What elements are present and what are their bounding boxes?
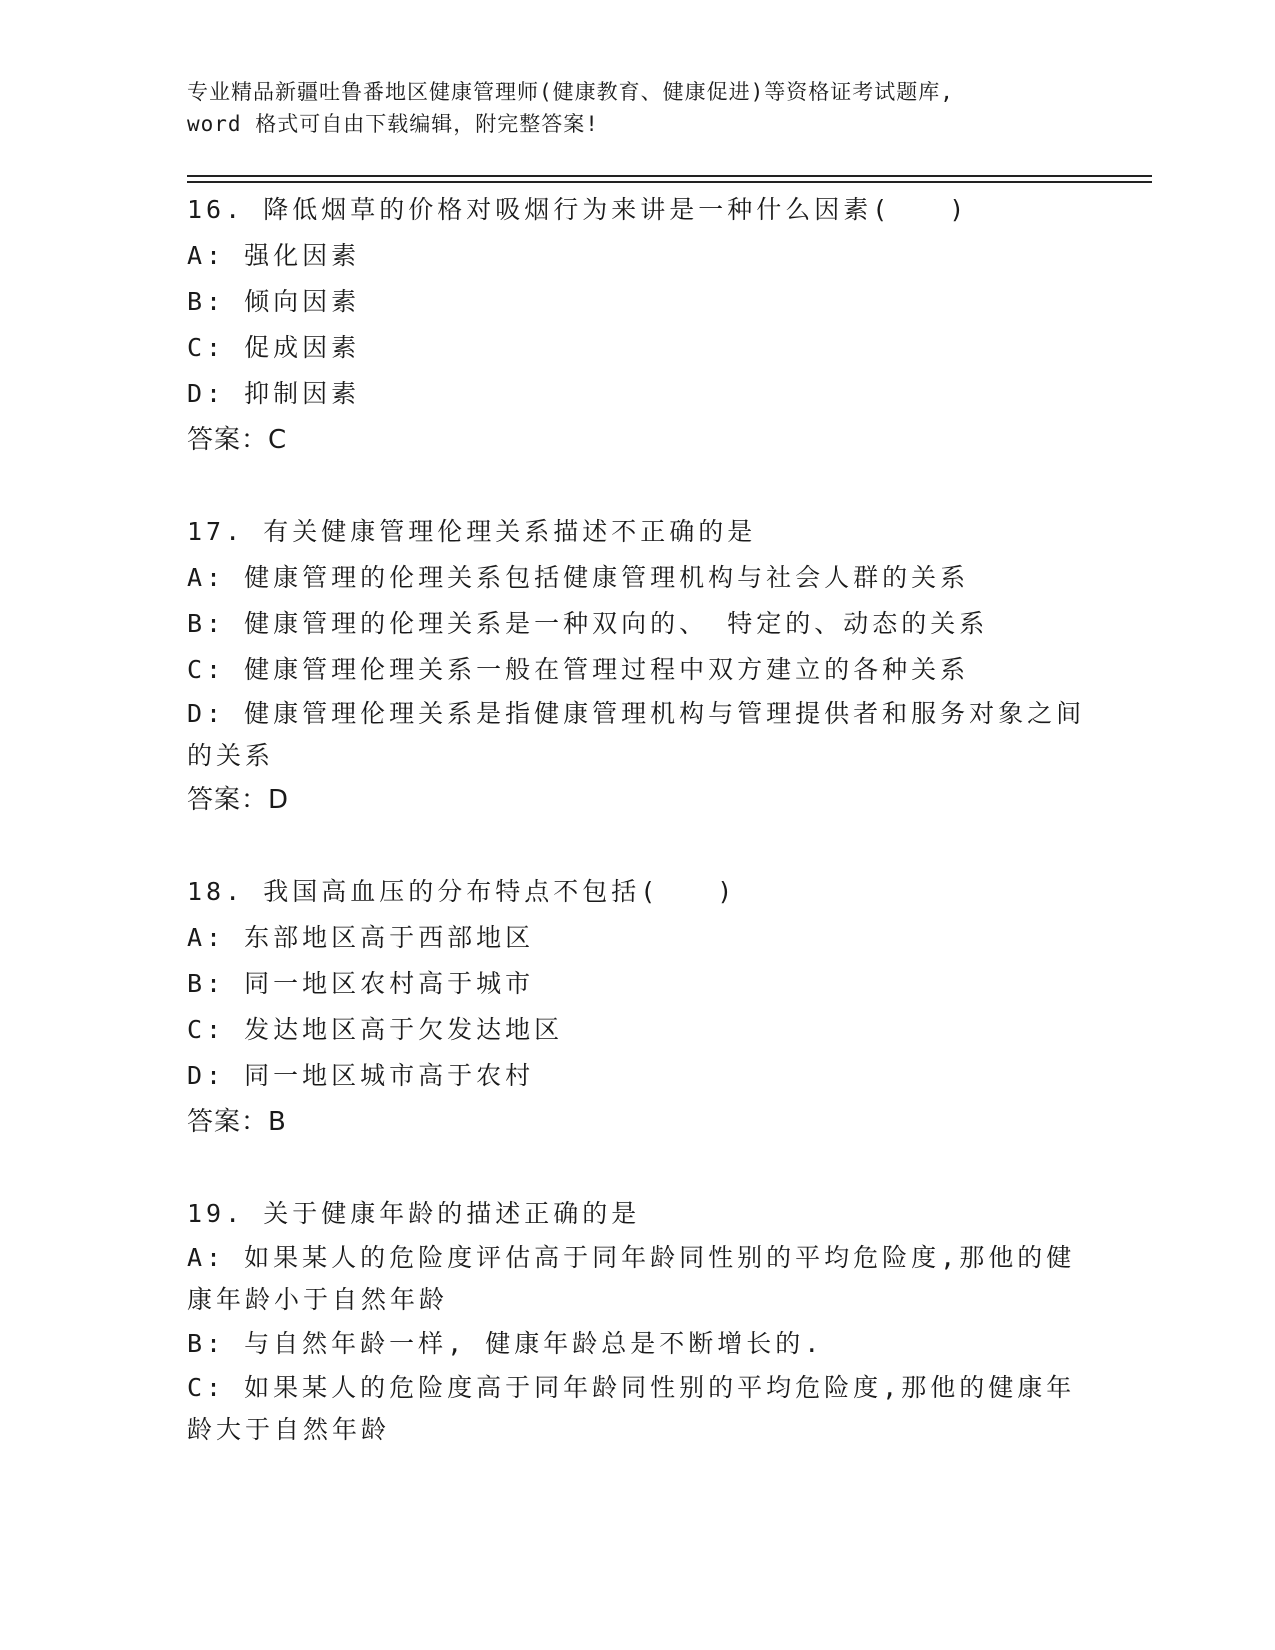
question-stem: 18. 我国高血压的分布特点不包括( )	[187, 877, 737, 906]
option-a: A: 健康管理的伦理关系包括健康管理机构与社会人群的关系	[187, 563, 970, 592]
option-d: D: 健康管理伦理关系是指健康管理机构与管理提供者和服务对象之间的关系	[187, 699, 1086, 770]
header-line-1: 专业精品新疆吐鲁番地区健康管理师(健康教育、健康促进)等资格证考试题库,	[187, 80, 954, 104]
option-d: D: 同一地区城市高于农村	[187, 1061, 535, 1090]
option-d: D: 抑制因素	[187, 379, 361, 408]
question-stem: 19. 关于健康年龄的描述正确的是	[187, 1199, 641, 1228]
question-19	[187, 1191, 1087, 1451]
header-line-2: word 格式可自由下载编辑，附完整答案!	[187, 112, 599, 136]
document-header	[187, 76, 1067, 140]
answer: 答案：D	[187, 785, 290, 815]
option-b: B: 同一地区农村高于城市	[187, 969, 535, 998]
option-a: A: 如果某人的危险度评估高于同年龄同性别的平均危险度,那他的健康年龄小于自然年龄	[187, 1243, 1076, 1314]
option-b: B: 与自然年龄一样, 健康年龄总是不断增长的.	[187, 1329, 824, 1358]
option-a: A: 强化因素	[187, 241, 361, 270]
option-c: C: 如果某人的危险度高于同年龄同性别的平均危险度,那他的健康年龄大于自然年龄	[187, 1373, 1076, 1444]
header-divider-bottom	[187, 181, 1152, 183]
question-17	[187, 509, 1087, 823]
question-16	[187, 187, 1087, 463]
header-divider-top	[187, 175, 1152, 177]
option-b: B: 倾向因素	[187, 287, 361, 316]
option-b: B: 健康管理的伦理关系是一种双向的、 特定的、动态的关系	[187, 609, 989, 638]
question-list	[187, 187, 1087, 1497]
option-a: A: 东部地区高于西部地区	[187, 923, 535, 952]
option-c: C: 发达地区高于欠发达地区	[187, 1015, 564, 1044]
option-c: C: 健康管理伦理关系一般在管理过程中双方建立的各种关系	[187, 655, 970, 684]
answer: 答案：C	[187, 425, 288, 455]
question-stem: 16. 降低烟草的价格对吸烟行为来讲是一种什么因素( )	[187, 195, 969, 224]
question-18	[187, 869, 1087, 1145]
question-stem: 17. 有关健康管理伦理关系描述不正确的是	[187, 517, 757, 546]
answer: 答案：B	[187, 1107, 287, 1137]
option-c: C: 促成因素	[187, 333, 361, 362]
